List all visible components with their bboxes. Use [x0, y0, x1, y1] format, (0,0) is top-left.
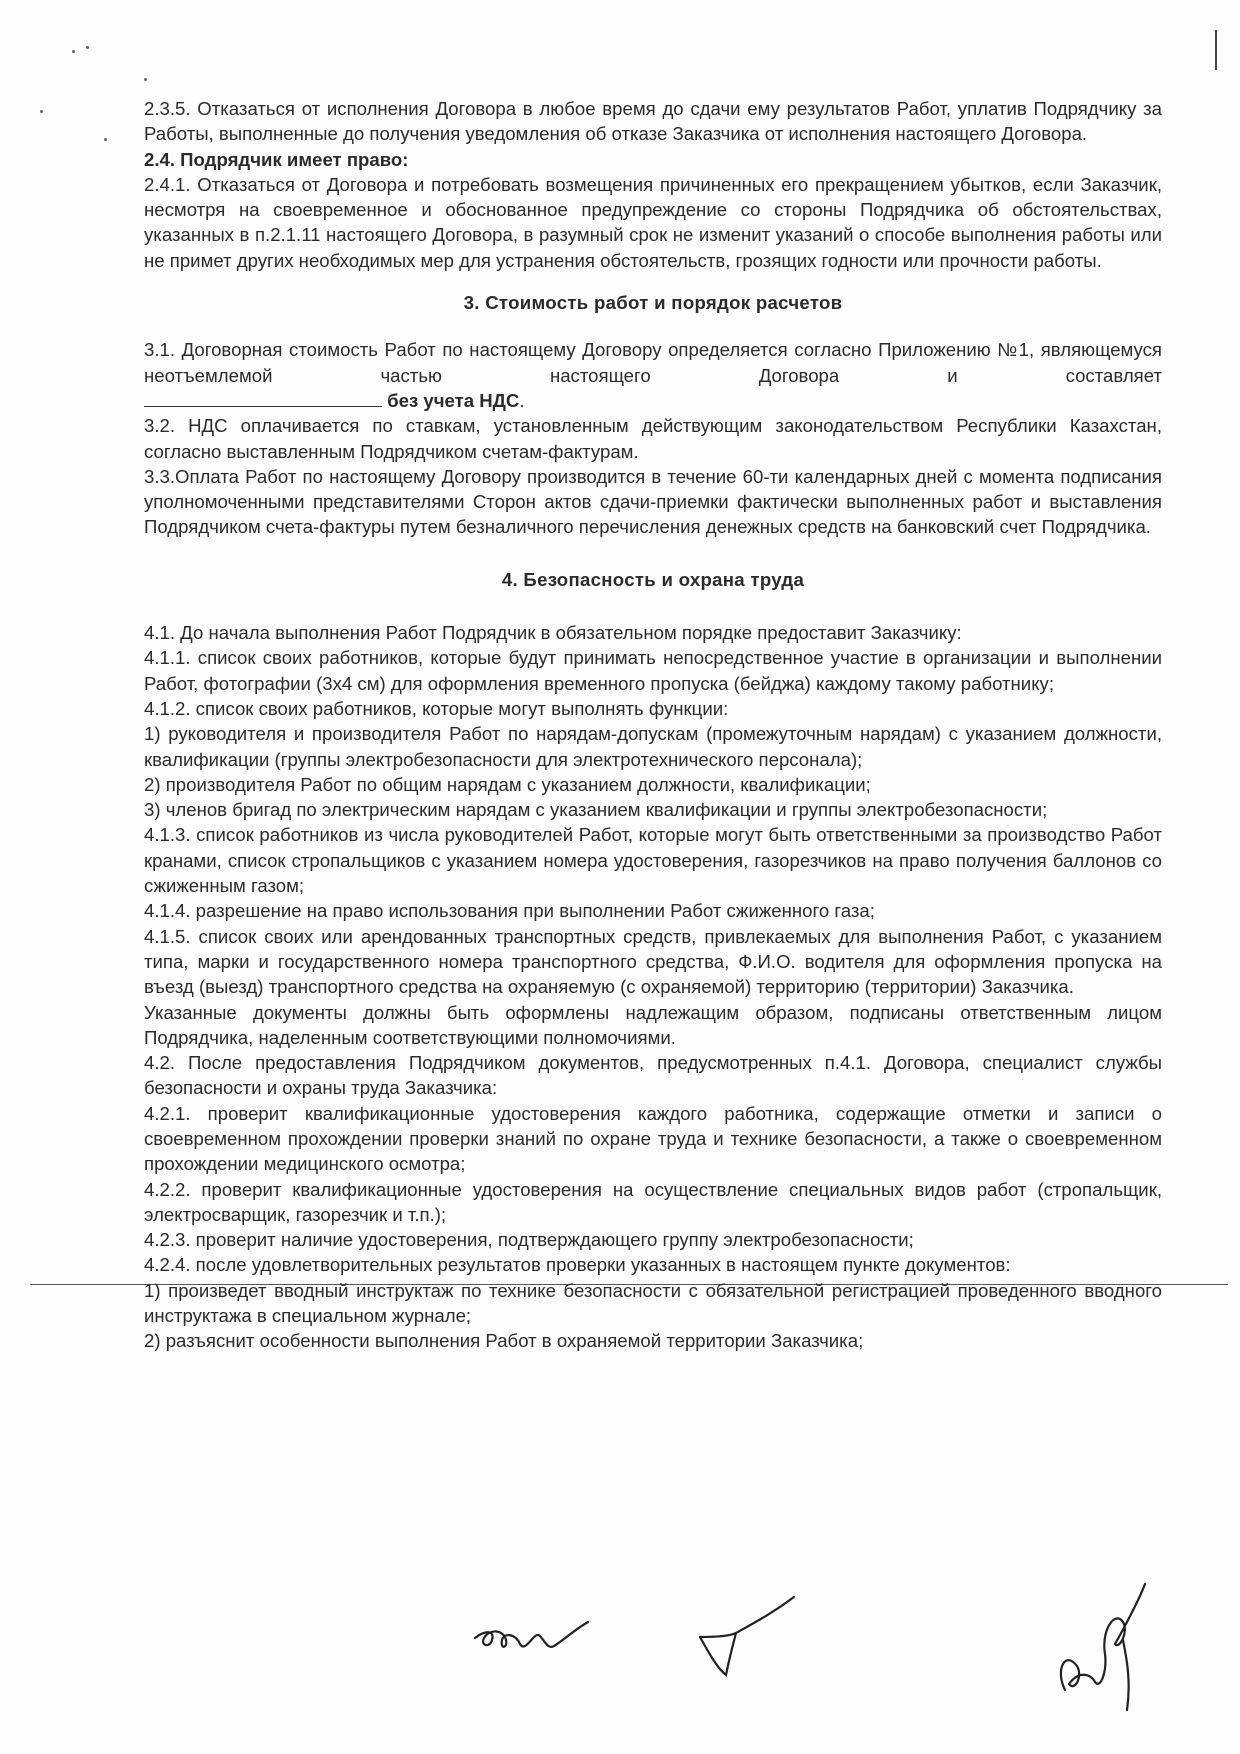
clause-3-1-amount-line: без учета НДС. — [144, 388, 1162, 413]
document-body — [144, 96, 1162, 1354]
scan-speck — [144, 78, 147, 81]
clause-4-2: 4.2. После предоставления Подрядчиком документов, предусмотренных п.4.1. Договора, специалист службы безопасности и охраны труда Заказчика: — [144, 1052, 1162, 1099]
scan-speck — [104, 138, 107, 141]
clause-4-2-2: 4.2.2. проверит квалификационные удостоверения на осуществление специальных видов работ (стропальщик, электросварщик, газорезчик и т.п.); — [144, 1178, 1162, 1225]
clause-4-1: 4.1. До начала выполнения Работ Подрядчик в обязательном порядке предоставит Заказчику: — [144, 622, 962, 644]
clause-4-2-4-item-1: 1) произведет вводный инструктаж по технике безопасности с обязательной регистрацией проведенного вводного инструктажа в специальном журнале; — [144, 1279, 1162, 1327]
clause-2-4-heading: 2.4. Подрядчик имеет право: — [144, 148, 409, 170]
amount-blank-field — [144, 389, 382, 407]
scan-speck — [72, 50, 75, 53]
clause-4-2-4: 4.2.4. после удовлетворительных результатов проверки указанных в настоящем пункте документов: — [144, 1254, 1011, 1276]
section-3-title: 3. Стоимость работ и порядок расчетов — [463, 292, 843, 314]
clause-2-3-5: 2.3.5. Отказаться от исполнения Договора в любое время до сдачи ему результатов Работ, уплатив Подрядчику за Работы, выполненные до получения уведомления об отказе Заказчика от исполнения настоящего Договора. — [144, 98, 1162, 145]
clause-4-1-3: 4.1.3. список работников из числа руководителей Работ, которые могут быть ответственными за производство Работ кранами, список стропальщиков с указанием номера удостоверения, газорезчиков на право получения баллонов со сжиженным газом; — [144, 824, 1162, 897]
clause-4-2-4-item-2: 2) разъяснит особенности выполнения Работ в охраняемой территории Заказчика; — [144, 1330, 864, 1352]
scan-speck — [40, 110, 43, 113]
clause-documents-note: Указанные документы должны быть оформлены надлежащим образом, подписаны ответственным лицом Подрядчика, наделенным соответствующими полномочиями. — [144, 1001, 1162, 1048]
clause-4-1-2: 4.1.2. список своих работников, которые могут выполнять функции: — [144, 697, 729, 719]
clause-4-1-2-item-1: 1) руководителя и производителя Работ по нарядам-допускам (промежуточным нарядам) с указанием должности, квалификации (группы электробезопасности для электротехнического персонала); — [144, 723, 1162, 770]
clause-4-1-4: 4.1.4. разрешение на право использования при выполнении Работ сжиженного газа; — [144, 900, 875, 922]
clause-2-4-1: 2.4.1. Отказаться от Договора и потребовать возмещения причиненных его прекращением убытков, если Заказчик, несмотря на своевременное и обоснованное предупреждение со стороны Подрядчика об обстоятельствах, указанных в п.2.1.11 настоящего Договора, в разумный срок не изменит указаний о способе выполнения работы или не примет других необходимых мер для устранения обстоятельств, грозящих годности или прочности работы. — [144, 173, 1162, 271]
clause-3-1 — [144, 337, 1162, 388]
clause-3-3: 3.3.Оплата Работ по настоящему Договору производится в течение 60-ти календарных дней с момента подписания уполномоченными представителями Сторон актов сдачи-приемки фактически выполненных работ и выставления Подрядчиком счета-фактуры путем безналичного перечисления денежных средств на банковский счет Подрядчика. — [144, 465, 1162, 538]
clause-4-1-2-item-2: 2) производителя Работ по общим нарядам с указанием должности, квалификации; — [144, 773, 871, 795]
signature-initials-left — [470, 1600, 630, 1670]
clause-4-1-2-item-3: 3) членов бригад по электрическим нарядам с указанием квалификации и группы электробезопасности; — [144, 799, 1048, 821]
signature-initials-right — [1035, 1570, 1165, 1720]
scan-speck — [86, 46, 89, 49]
clause-4-1-5: 4.1.5. список своих или арендованных транспортных средств, привлекаемых для выполнения Работ, с указанием типа, марки и государственного номера транспортного средства, Ф.И.О. водителя для оформления пропуска на въезд (выезд) транспортного средства на охраняемую (с охраняемой) территорию (территории) Заказчика. — [144, 925, 1162, 998]
scan-edge-line — [1215, 30, 1217, 70]
clause-3-2: 3.2. НДС оплачивается по ставкам, установленным действующим законодательством Республики Казахстан, согласно выставленным Подрядчиком счетам-фактурам. — [144, 415, 1162, 462]
signature-initials-center — [690, 1585, 820, 1685]
clause-4-1-1: 4.1.1. список своих работников, которые будут принимать непосредственное участие в организации и выполнении Работ, фотографии (3х4 см) для оформления временного пропуска (бейджа) каждому такому работнику; — [144, 647, 1162, 694]
clause-4-2-1: 4.2.1. проверит квалификационные удостоверения каждого работника, содержащие отметки и записи о своевременном прохождении проверки знаний по охране труда и технике безопасности, а также о своевременном прохождении медицинского осмотра; — [144, 1102, 1162, 1175]
clause-3-1-vat-note: без учета НДС — [387, 389, 520, 411]
section-4-title: 4. Безопасность и охрана труда — [501, 568, 805, 590]
clause-4-2-3: 4.2.3. проверит наличие удостоверения, подтверждающего группу электробезопасности; — [144, 1229, 914, 1251]
clause-3-1-text: 3.1. Договорная стоимость Работ по настоящему Договору определяется согласно Приложению №1, являющемуся неотъемлемой частью настоящего Договора и составляет — [144, 339, 1162, 386]
